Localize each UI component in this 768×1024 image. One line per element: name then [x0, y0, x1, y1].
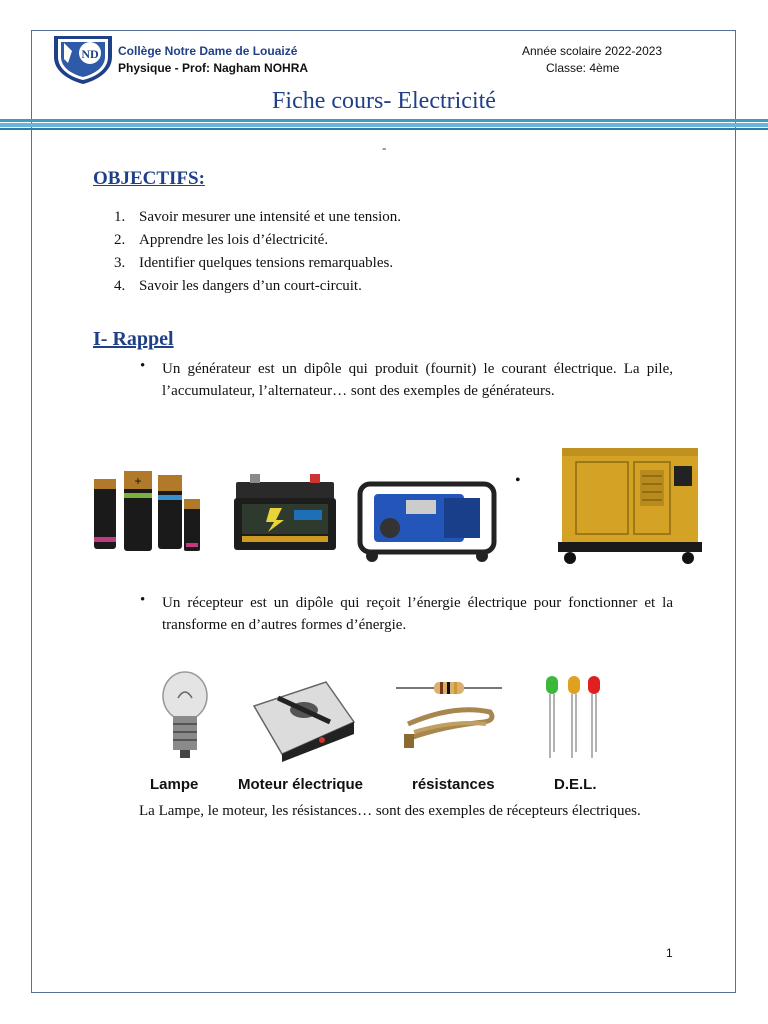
dash-mark: -: [382, 140, 387, 155]
caption-moteur: Moteur électrique: [238, 776, 364, 793]
receivers-examples: La Lampe, le moteur, les résistances… sont des exemples de récepteurs électriques.: [139, 803, 641, 819]
caption-lampe: Lampe: [150, 776, 199, 793]
item-number: 2.: [114, 232, 126, 248]
car-battery-image: [230, 470, 340, 556]
receiver-definition: Un récepteur est un dipôle qui reçoit l’énergie électrique pour fonctionner et la transforme en d’autres formes d’énergie.: [162, 595, 673, 633]
item-number: 3.: [114, 255, 126, 271]
item-number: 1.: [114, 209, 126, 225]
school-name: Collège Notre Dame de Louaizé: [118, 44, 298, 58]
list-item: [114, 252, 401, 275]
school-year: Année scolaire 2022-2023: [522, 44, 663, 58]
bullet-marker: •: [140, 592, 146, 608]
class-label: Classe: 4ème: [546, 61, 620, 75]
list-item: [114, 206, 401, 229]
teacher-line: Physique - Prof: Nagham NOHRA: [118, 61, 309, 75]
page-number: 1: [666, 946, 673, 960]
list-item: [114, 229, 401, 252]
stray-bullet: •: [515, 472, 521, 489]
resistances-image: [394, 676, 504, 756]
industrial-generator-image: [556, 440, 706, 570]
item-text: Apprendre les lois d’électricité.: [139, 232, 329, 248]
title-divider: [0, 119, 768, 122]
item-number: 4.: [114, 278, 126, 294]
title-divider-mid: [0, 123, 768, 127]
caption-del: D.E.L.: [554, 776, 597, 793]
generator-definition: Un générateur est un dipôle qui produit (fournit) le courant électrique. La pile, l’accumulateur, l’alternateur… sont des exemples de générateurs.: [162, 361, 673, 399]
batteries-image: [88, 465, 206, 555]
lamp-image: [158, 668, 212, 762]
svg-text:ND: ND: [81, 47, 99, 61]
caption-resistances: résistances: [412, 776, 495, 793]
school-logo: [50, 33, 116, 85]
item-text: Identifier quelques tensions remarquables.: [139, 255, 394, 271]
generator-image: [352, 476, 502, 564]
document-title: Fiche cours- Electricité: [272, 88, 496, 114]
item-text: Savoir les dangers d’un court-circuit.: [139, 278, 362, 294]
objectifs-heading: OBJECTIFS:: [93, 168, 205, 189]
led-image: [540, 672, 604, 762]
svg-text:+: +: [134, 474, 142, 488]
list-item: [114, 275, 401, 298]
objectifs-list: [114, 206, 401, 298]
item-text: Savoir mesurer une intensité et une tension.: [139, 209, 402, 225]
rappel-heading: I- Rappel: [93, 328, 174, 350]
bullet-marker: •: [140, 358, 146, 374]
motor-image: [248, 676, 358, 762]
title-divider-bottom: [0, 128, 768, 130]
